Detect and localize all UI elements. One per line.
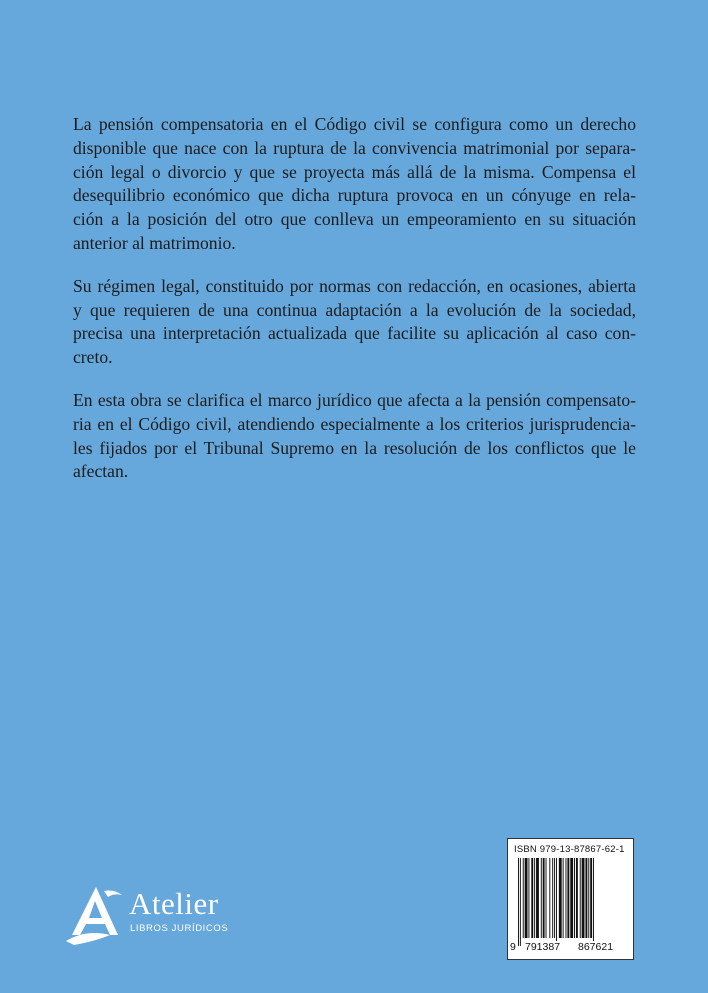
barcode-bar bbox=[567, 858, 569, 938]
barcode-digit-first: 9 bbox=[510, 941, 516, 953]
blurb-line: precisa una interpretación actualizada que facilite su aplicación al caso con- bbox=[73, 323, 636, 344]
barcode-bar bbox=[570, 858, 573, 938]
blurb-line: En esta obra se clarifica el marco jurídico que afecta a la pensión compensato- bbox=[73, 389, 636, 410]
publisher-name: Atelier bbox=[129, 886, 219, 921]
blurb-paragraph-3 bbox=[73, 389, 636, 484]
barcode-bar bbox=[531, 858, 533, 938]
barcode-bar bbox=[566, 858, 567, 938]
atelier-a-icon bbox=[66, 885, 124, 945]
barcode-bar bbox=[518, 858, 519, 946]
blurb-line: ción a la posición del otro que conlleva un empeoramiento en su situación bbox=[73, 209, 636, 230]
publisher-logo bbox=[66, 885, 229, 947]
blurb-line: creto. bbox=[73, 347, 113, 368]
barcode-bar bbox=[523, 858, 524, 938]
blurb-line: disponible que nace con la ruptura de la convivencia matrimonial por separa- bbox=[73, 137, 636, 158]
blurb-line: les fijados por el Tribunal Supremo en la resolución de los conflictos que le bbox=[73, 437, 636, 458]
blurb-line: y que requieren de una continua adaptación a la evolución de la sociedad, bbox=[73, 299, 636, 320]
barcode-bar bbox=[590, 858, 592, 938]
barcode-bar bbox=[541, 858, 542, 938]
barcode-bar bbox=[585, 858, 587, 938]
publisher-subtitle: LIBROS JURÍDICOS bbox=[130, 923, 229, 934]
barcode-bar bbox=[528, 858, 529, 938]
blurb-line: desequilibrio económico que dicha ruptura provoca en un cónyuge en rela- bbox=[73, 185, 636, 206]
blurb-line: La pensión compensatoria en el Código civil se configura como un derecho bbox=[73, 114, 636, 134]
blurb-paragraph-2 bbox=[73, 275, 636, 370]
barcode-bar bbox=[536, 858, 539, 938]
barcode-bar bbox=[525, 858, 528, 938]
barcode-bar bbox=[546, 858, 547, 938]
barcode-bar bbox=[534, 858, 535, 938]
barcode-bar bbox=[582, 858, 585, 938]
barcode-bar bbox=[554, 858, 555, 938]
barcode-bar bbox=[593, 858, 594, 946]
barcode-bar bbox=[520, 858, 521, 946]
back-cover-blurb bbox=[73, 113, 636, 503]
barcode-bar bbox=[556, 858, 557, 946]
barcode-bar bbox=[574, 858, 575, 938]
barcode-digits-left: 791387 bbox=[525, 941, 561, 953]
blurb-paragraph-1 bbox=[73, 113, 636, 256]
barcode-bar bbox=[580, 858, 581, 938]
blurb-line: ria en el Código civil, atendiendo especialmente a los criterios jurisprudencia- bbox=[73, 413, 636, 434]
barcode-bar bbox=[559, 858, 562, 938]
isbn-barcode bbox=[507, 838, 634, 960]
barcode-bars bbox=[512, 858, 629, 948]
blurb-line: anterior al matrimonio. bbox=[73, 232, 236, 253]
blurb-line: Su régimen legal, constituido por normas con redacción, en ocasiones, abierta bbox=[73, 275, 636, 296]
barcode-bar bbox=[588, 858, 589, 938]
barcode-digits-right: 867621 bbox=[578, 941, 614, 953]
blurb-line: ción legal o divorcio y que se proyecta más allá de la misma. Compensa el bbox=[73, 161, 636, 182]
barcode-bar bbox=[543, 858, 545, 938]
isbn-label: ISBN 979-13-87867-62-1 bbox=[514, 844, 625, 855]
blurb-line: afectan. bbox=[73, 461, 129, 482]
barcode-bar bbox=[576, 858, 578, 938]
barcode-bar bbox=[563, 858, 564, 938]
barcode-bar bbox=[552, 858, 553, 938]
barcode-bar bbox=[549, 858, 550, 938]
